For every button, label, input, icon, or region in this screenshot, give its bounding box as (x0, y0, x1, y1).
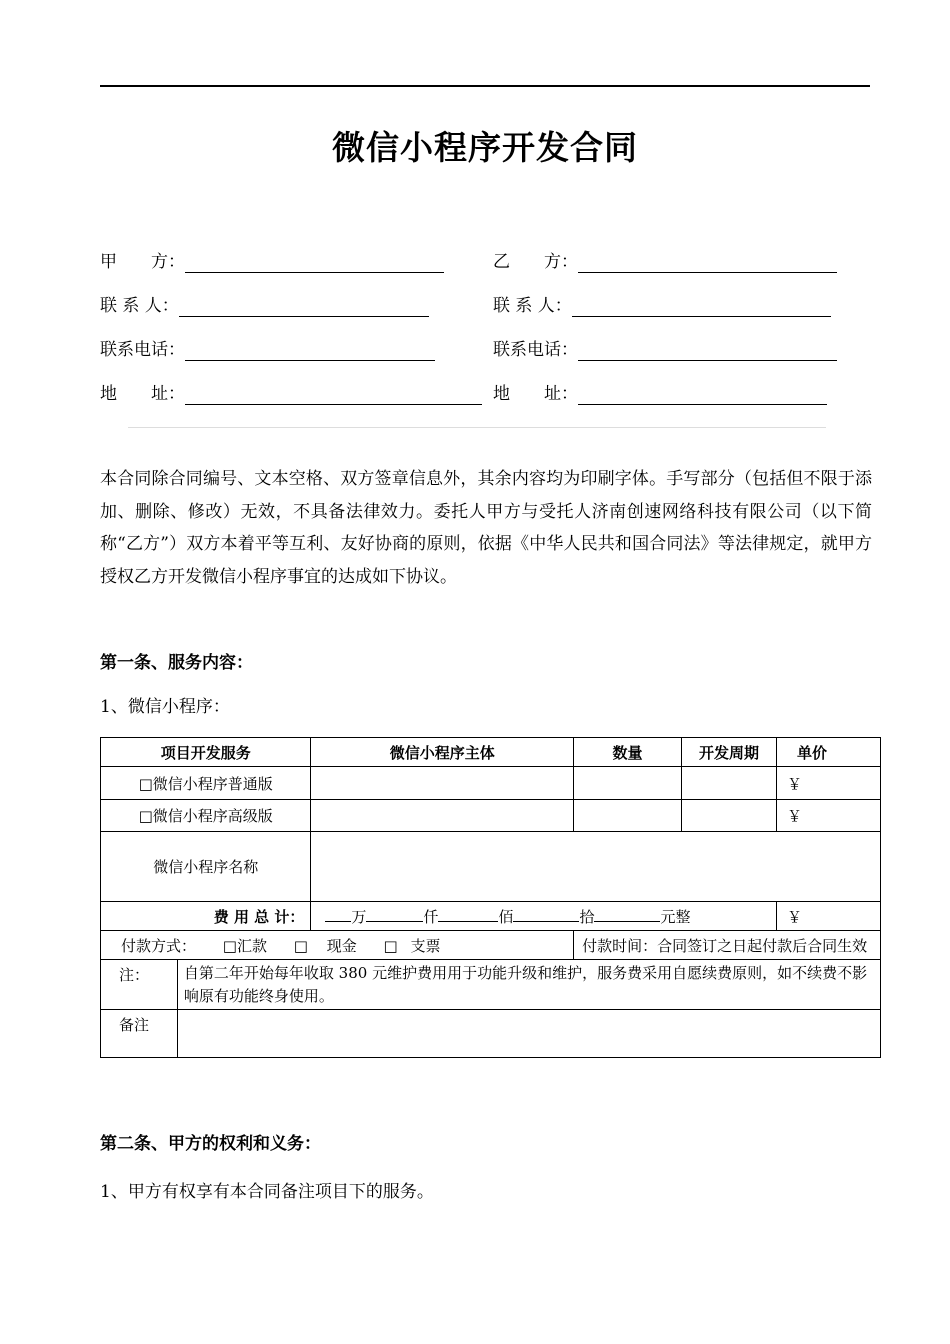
party-b-contact-row (493, 295, 831, 317)
cycle-cell[interactable] (682, 767, 777, 800)
party-a-phone-label: 联系电话： (100, 340, 185, 360)
remark-field[interactable] (177, 1010, 880, 1058)
unit-qian: 仟 (423, 907, 439, 926)
party-a-name-label: 甲 方： (100, 252, 185, 272)
party-b-phone-label: 联系电话： (493, 340, 578, 360)
article-1-heading: 第一条、服务内容： (100, 653, 253, 673)
header-rule (100, 85, 870, 87)
party-b-contact-label: 联 系 人： (493, 296, 572, 316)
party-a-phone-row (100, 339, 435, 361)
article-1-item-1: 1、微信小程序： (100, 697, 230, 717)
miniprogram-name-field[interactable] (311, 832, 881, 902)
unit-yuan: 元整 (660, 907, 691, 926)
table-row (101, 800, 881, 832)
payment-checkbox-check[interactable]: □ (383, 936, 398, 955)
table-header-row (101, 738, 881, 767)
note-label: 注： (101, 960, 178, 1010)
payment-time: 付款时间：合同签订之日起付款后合同生效 (574, 931, 881, 960)
header-cycle: 开发周期 (682, 738, 777, 767)
article-2-heading: 第二条、甲方的权利和义务： (100, 1134, 321, 1154)
party-b-address-label: 地 址： (493, 384, 578, 404)
party-a-address-blank[interactable] (185, 386, 482, 405)
unit-bai: 佰 (498, 907, 514, 926)
table-row (101, 767, 881, 800)
header-subject: 微信小程序主体 (311, 738, 574, 767)
unit-shi: 拾 (579, 907, 595, 926)
party-a-address-label: 地 址： (100, 384, 185, 404)
unit-wan: 万 (351, 907, 367, 926)
total-amount-field[interactable] (311, 902, 777, 931)
remark-row (101, 1010, 881, 1058)
party-a-name-blank[interactable] (185, 254, 444, 273)
note-row (101, 960, 881, 1010)
quantity-cell[interactable] (574, 767, 682, 800)
subject-cell[interactable] (311, 767, 574, 800)
cycle-cell[interactable] (682, 800, 777, 832)
remark-label: 备注 (101, 1010, 178, 1058)
party-b-phone-blank[interactable] (578, 342, 837, 361)
party-b-name-label: 乙 方： (493, 252, 578, 272)
header-quantity: 数量 (574, 738, 682, 767)
service-standard-option[interactable]: □微信小程序普通版 (101, 767, 311, 800)
quantity-cell[interactable] (574, 800, 682, 832)
price-cell[interactable]: ￥ (777, 767, 881, 800)
section-divider (128, 427, 826, 428)
party-a-contact-row (100, 295, 429, 317)
service-table (100, 737, 881, 1058)
party-a-phone-blank[interactable] (185, 342, 435, 361)
party-b-contact-blank[interactable] (572, 298, 831, 317)
preamble-paragraph: 本合同除合同编号、文本空格、双方签章信息外，其余内容均为印刷字体。手写部分（包括但不限于添加、删除、修改）无效，不具备法律效力。委托人甲方与受托人济南创速网络科技有限公司（以下简称“乙方”）双方本着平等互利、友好协商的原则，依据《中华人民共和国合同法》等法律规定，就甲方授权乙方开发微信小程序事宜的达成如下协议。 (100, 469, 872, 587)
page-title: 微信小程序开发合同 (332, 128, 638, 167)
party-b-phone-row (493, 339, 837, 361)
payment-option-cash: 现金 (326, 936, 357, 955)
note-text: 自第二年开始每年收取 380 元维护费用用于功能升级和维护，服务费采用自愿续费原则，如不续费不影响原有功能终身使用。 (177, 960, 880, 1010)
header-price: 单价 (777, 738, 881, 767)
service-advanced-option[interactable]: □微信小程序高级版 (101, 800, 311, 832)
party-a-contact-label: 联 系 人： (100, 296, 179, 316)
payment-row (101, 931, 881, 960)
payment-method-cell (101, 931, 574, 960)
subject-cell[interactable] (311, 800, 574, 832)
payment-checkbox-cash[interactable]: □ (293, 936, 308, 955)
total-label: 费 用 总 计： (101, 902, 311, 931)
payment-option-transfer[interactable]: □汇款 (222, 936, 267, 955)
name-row (101, 832, 881, 902)
total-price-cell[interactable]: ￥ (777, 902, 881, 931)
article-2-item-1: 1、甲方有权享有本合同备注项目下的服务。 (100, 1182, 434, 1202)
party-b-address-row (493, 383, 827, 405)
payment-method-label: 付款方式： (121, 936, 197, 955)
payment-option-check: 支票 (410, 936, 441, 955)
party-a-address-row (100, 383, 482, 405)
party-a-name-row (100, 251, 444, 273)
header-service: 项目开发服务 (101, 738, 311, 767)
party-b-address-blank[interactable] (578, 386, 827, 405)
party-b-name-row (493, 251, 837, 273)
total-row (101, 902, 881, 931)
miniprogram-name-label: 微信小程序名称 (101, 832, 311, 902)
party-b-name-blank[interactable] (578, 254, 837, 273)
price-cell[interactable]: ￥ (777, 800, 881, 832)
party-a-contact-blank[interactable] (179, 298, 429, 317)
